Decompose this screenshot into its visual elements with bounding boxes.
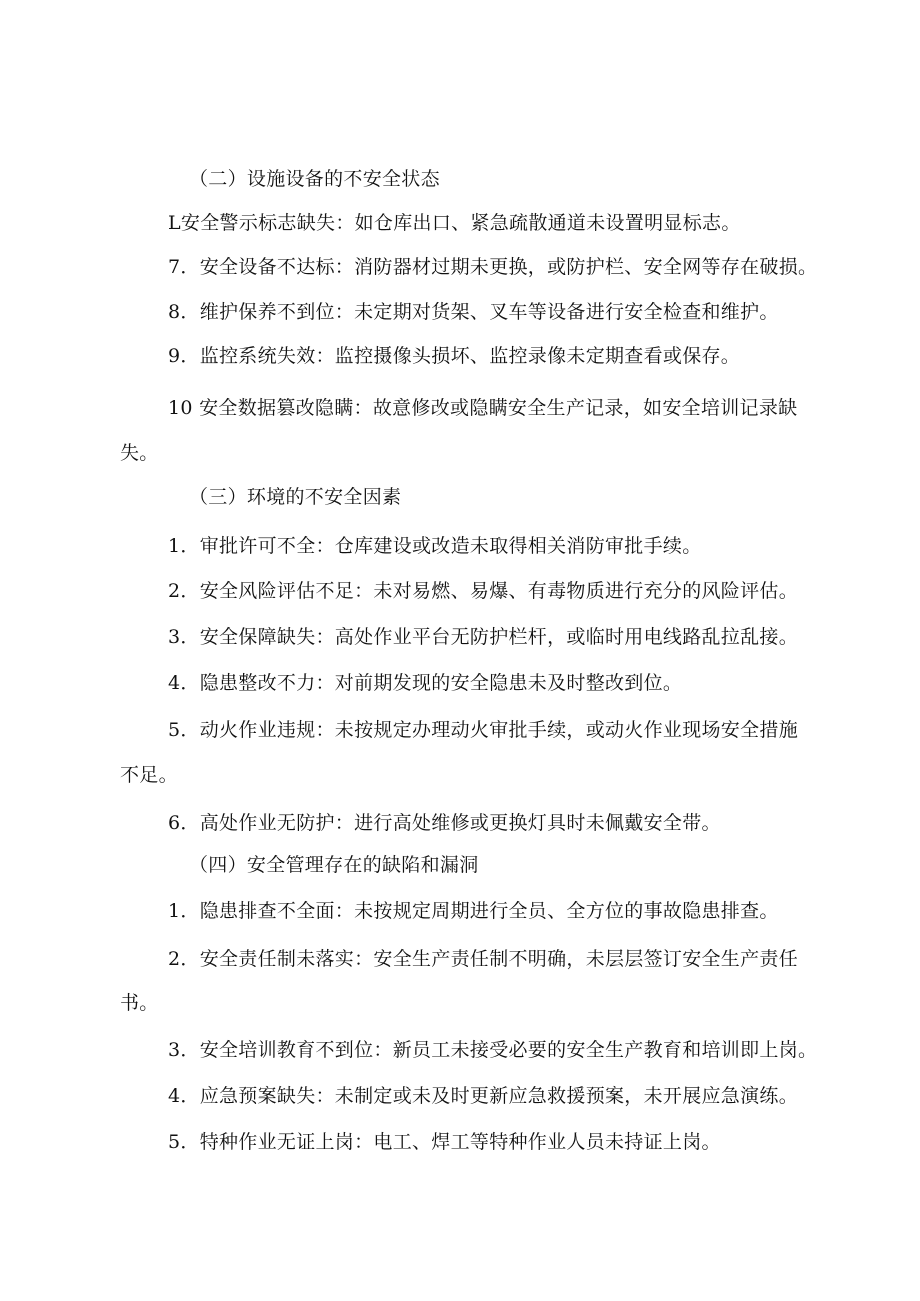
list-item: 4．应急预案缺失：未制定或未及时更新应急救援预案，未开展应急演练。 [168,1085,798,1107]
list-item-continuation: 不足。 [120,764,178,786]
list-item: 6．高处作业无防护：进行高处维修或更换灯具时未佩戴安全带。 [168,812,721,834]
list-item-continuation: 书。 [120,992,159,1014]
list-item: L安全警示标志缺失：如仓库出口、紧急疏散通道未设置明显标志。 [168,212,741,234]
list-item: 2．安全风险评估不足：未对易燃、易爆、有毒物质进行充分的风险评估。 [168,580,798,602]
list-item: 8．维护保养不到位：未定期对货架、叉车等设备进行安全检查和维护。 [168,301,779,323]
list-item: 7．安全设备不达标：消防器材过期未更换，或防护栏、安全网等存在破损。 [168,256,818,278]
list-item: 5．动火作业违规：未按规定办理动火审批手续，或动火作业现场安全措施 [168,719,798,741]
list-item: 9．监控系统失效：监控摄像头损坏、监控录像未定期查看或保存。 [168,345,741,367]
section-heading-3: （三）环境的不安全因素 [189,486,402,508]
list-item: 3．安全保障缺失：高处作业平台无防护栏杆，或临时用电线路乱拉乱接。 [168,626,798,648]
list-item-continuation: 失。 [120,442,159,464]
section-heading-2: （二）设施设备的不安全状态 [189,168,440,190]
list-item: 1．审批许可不全：仓库建设或改造未取得相关消防审批手续。 [168,535,702,557]
section-heading-4: （四）安全管理存在的缺陷和漏洞 [189,854,479,876]
list-item: 3．安全培训教育不到位：新员工未接受必要的安全生产教育和培训即上岗。 [168,1039,818,1061]
list-item: 2．安全责任制未落实：安全生产责任制不明确，未层层签订安全生产责任 [168,948,798,970]
list-item: 4．隐患整改不力：对前期发现的安全隐患未及时整改到位。 [168,672,683,694]
list-item: 10 安全数据篡改隐瞒：故意修改或隐瞒安全生产记录，如安全培训记录缺 [168,397,798,419]
list-item: 1．隐患排查不全面：未按规定周期进行全员、全方位的事故隐患排查。 [168,900,779,922]
list-item: 5．特种作业无证上岗：电工、焊工等特种作业人员未持证上岗。 [168,1131,721,1153]
